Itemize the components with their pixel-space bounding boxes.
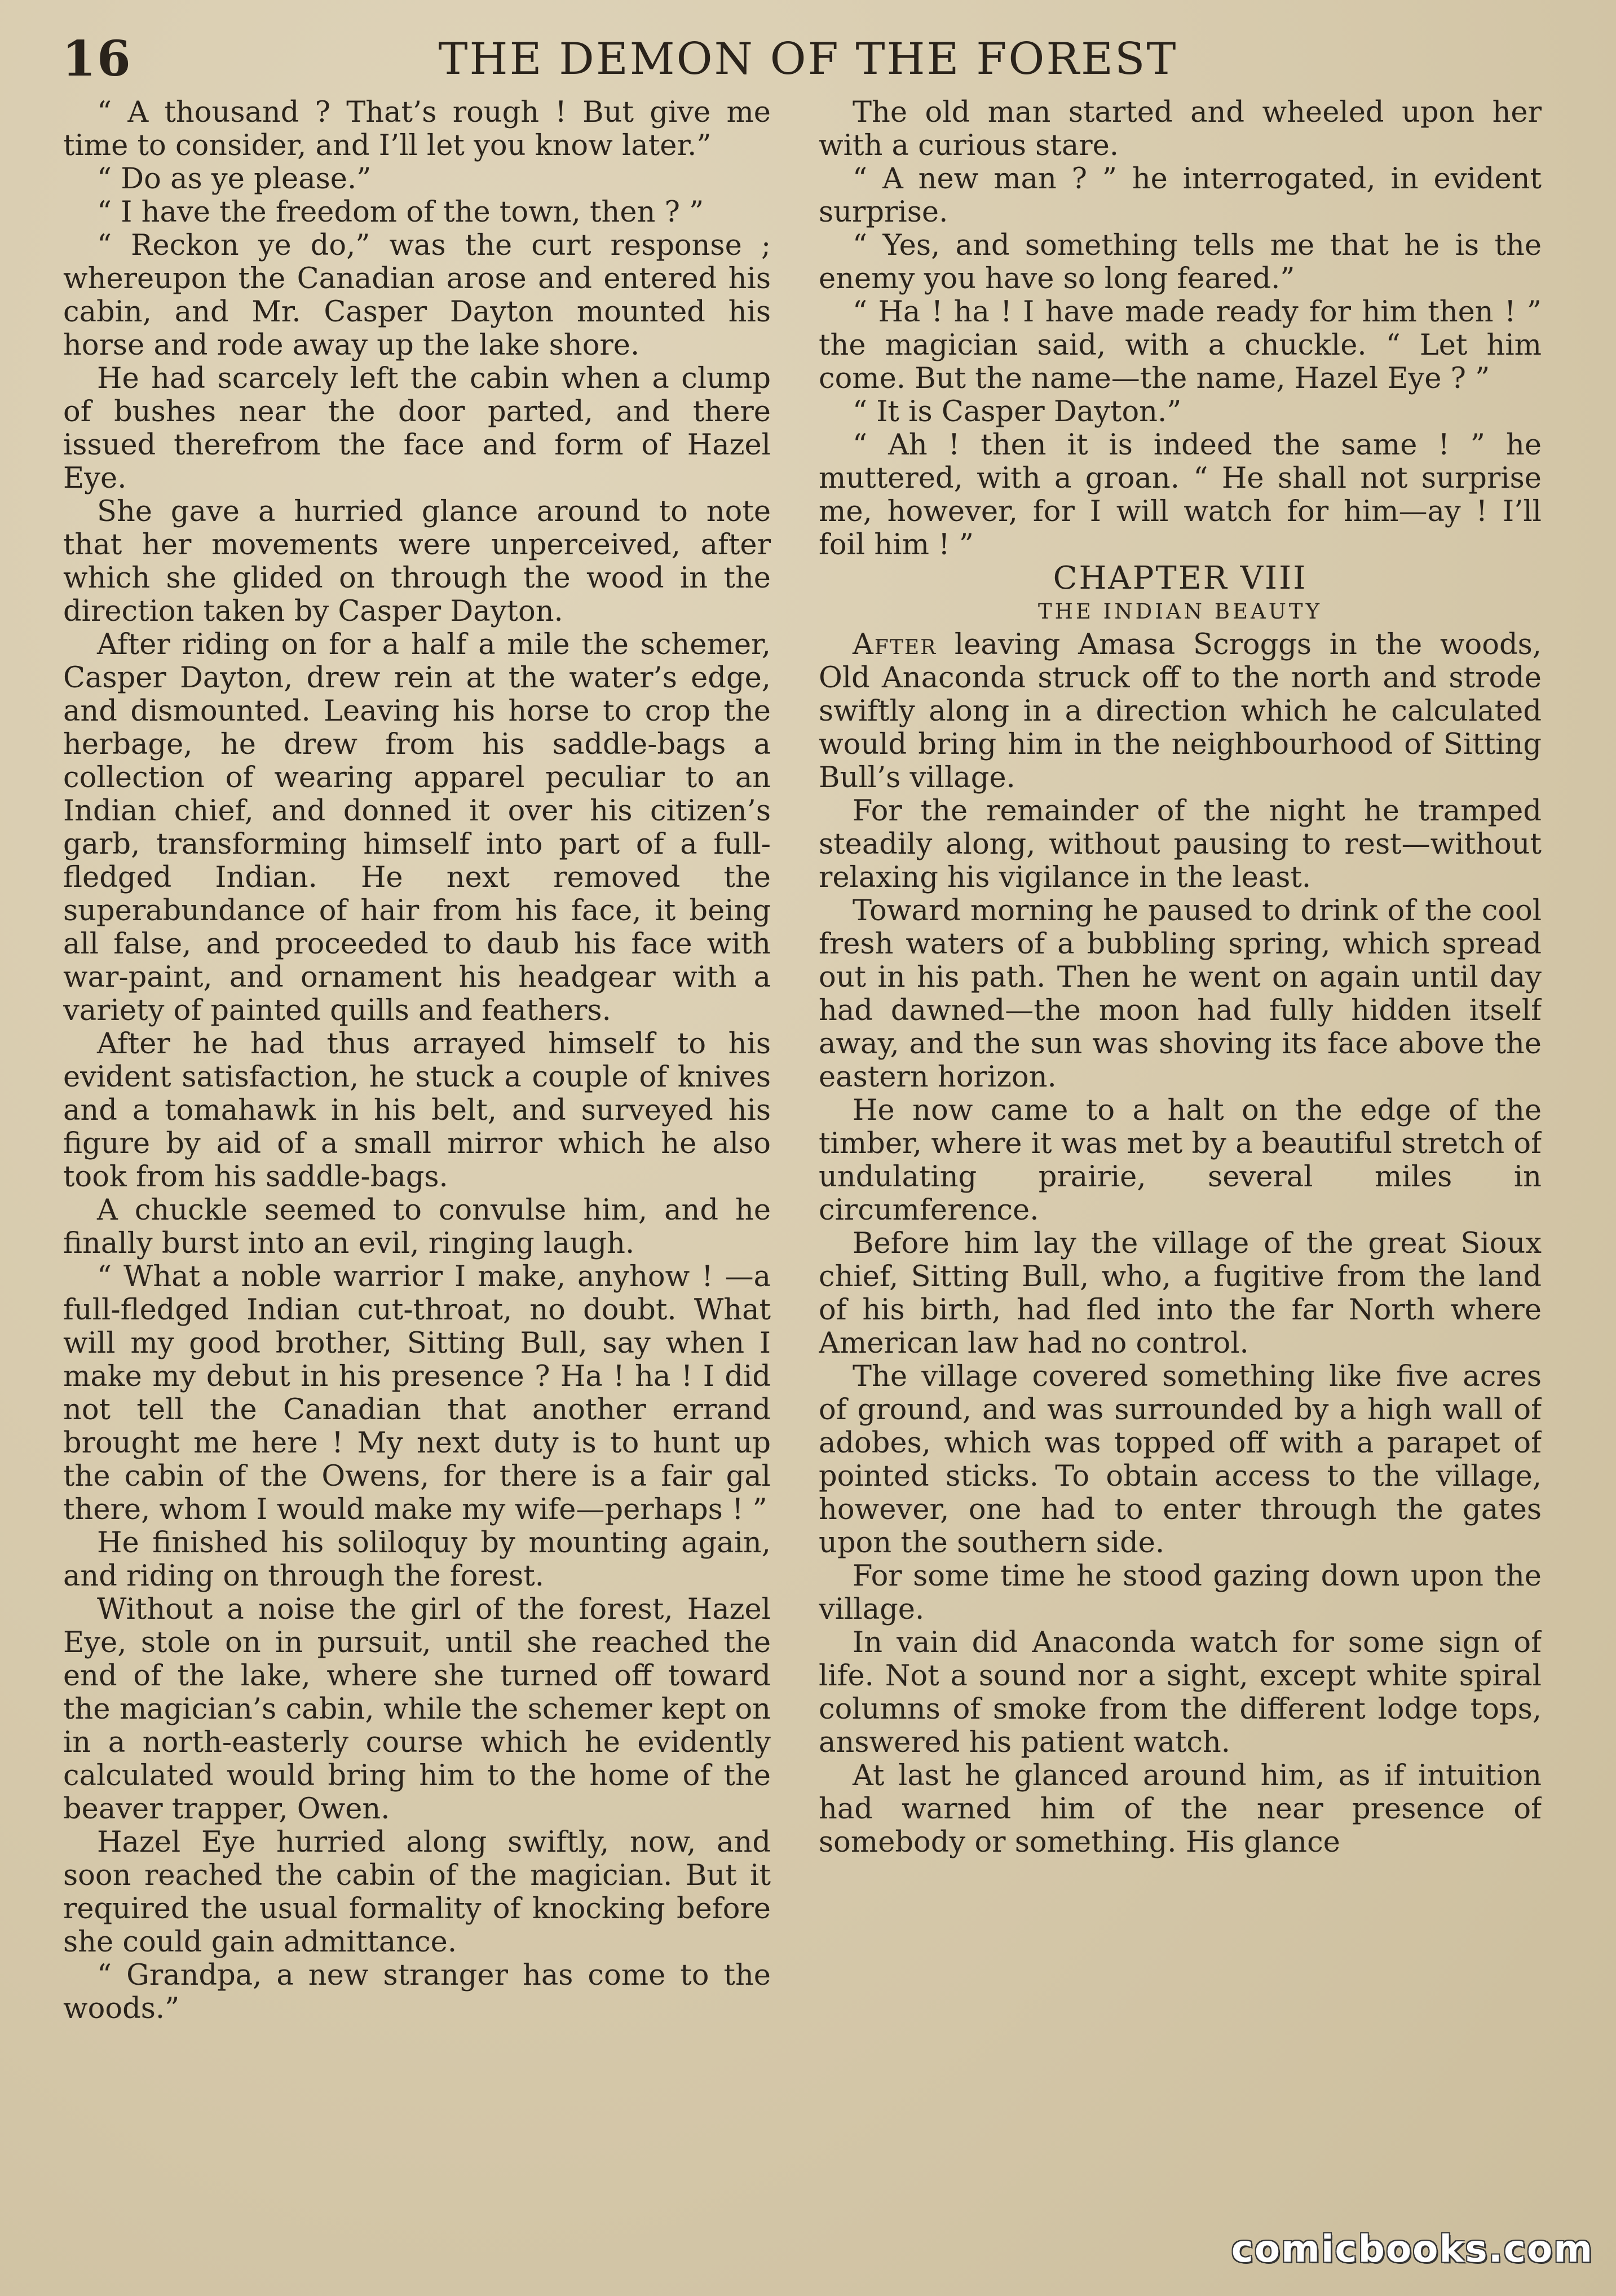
paragraph: Without a noise the girl of the forest, Hazel Eye, stole on in pursuit, until she reached the end of the lake, where she turned off toward the magician’s cabin, while the schemer kept on in a north-easterly course which he evidently calculated would bring him to the home of the beaver trapper, Owen. (63, 1593, 771, 1826)
paragraph: “ Do as ye please.” (97, 162, 372, 196)
paragraph: “ It is Casper Dayton.” (853, 395, 1182, 429)
paragraph: For some time he stood gazing down upon the village. (819, 1560, 1542, 1626)
chapter-title: CHAPTER VIII (1053, 560, 1308, 597)
paragraph: “ Reckon ye do,” was the curt response ; whereupon the Canadian arose and entered his cabin, and Mr. Casper Dayton mounted his horse and rode away up the lake shore. (63, 229, 771, 362)
paragraph: A chuckle seemed to convulse him, and he finally burst into an evil, ringing laugh. (63, 1194, 771, 1260)
paragraph: “ I have the freedom of the town, then ? ” (97, 196, 704, 229)
paragraph: Hazel Eye hurried along swiftly, now, and soon reached the cabin of the magician. But it required the usual formality of knocking before she could gain admittance. (63, 1826, 771, 1959)
paragraph: “ Ah ! then it is indeed the same ! ” he muttered, with a groan. “ He shall not surprise me, however, for I will watch for him—ay ! I’ll foil him ! ” (819, 429, 1542, 562)
paragraph: “ A new man ? ” he interrogated, in evident surprise. (819, 162, 1542, 229)
paragraph: “ Yes, and something tells me that he is the enemy you have so long feared.” (819, 229, 1542, 295)
page-number: 16 (62, 30, 132, 87)
paragraph: “ A thousand ? That’s rough ! But give me time to consider, and I’ll let you know later.” (63, 96, 771, 162)
paragraph: In vain did Anaconda watch for some sign of life. Not a sound nor a sight, except white spiral columns of smoke from the different lodge tops, answered his patient watch. (819, 1626, 1542, 1759)
paragraph: “ What a noble warrior I make, anyhow ! —a full-fledged Indian cut-throat, no doubt. What will my good brother, Sitting Bull, say when I make my debut in his presence ? Ha ! ha ! I did not tell the Canadian that another errand brought me here ! My next duty is to hunt up the cabin of the Owens, for there is a fair gal there, whom I would make my wife—perhaps ! ” (63, 1260, 771, 1526)
page-header (62, 28, 1554, 90)
chapter-first-paragraph-text: leaving Amasa Scroggs in the woods, Old Anaconda struck off to the north and strode swiftly along in a direction which he calculated would bring him in the neighbourhood of Sitting Bull’s village. (819, 628, 1542, 794)
paragraph: He now came to a halt on the edge of the timber, where it was met by a beautiful stretch of undulating prairie, several miles in circumference. (819, 1094, 1542, 1227)
paragraph: The village covered something like five acres of ground, and was surrounded by a high wall of adobes, which was topped off with a parapet of pointed sticks. To obtain access to the village, however, one had to enter through the gates upon the southern side. (819, 1360, 1542, 1560)
right-column (819, 96, 1542, 2216)
site-watermark: comicbooks.com (1231, 2227, 1593, 2271)
running-title: THE DEMON OF THE FOREST (438, 34, 1178, 85)
chapter-subtitle: THE INDIAN BEAUTY (1037, 599, 1323, 624)
paragraph: After riding on for a half a mile the schemer, Casper Dayton, drew rein at the water’s edge, and dismounted. Leaving his horse to crop the herbage, he drew from his saddle-bags a collection of wearing apparel peculiar to an Indian chief, and donned it over his citizen’s garb, transforming himself into part of a full-fledged Indian. He next removed the superabundance of hair from his face, it being all false, and proceeded to daub his face with war-paint, and ornament his headgear with a variety of painted quills and feathers. (63, 628, 771, 1027)
left-column (63, 96, 771, 2216)
paragraph: For the remainder of the night he tramped steadily along, without pausing to rest—without relaxing his vigilance in the least. (819, 794, 1542, 894)
paragraph: He had scarcely left the cabin when a clump of bushes near the door parted, and there issued therefrom the face and form of Hazel Eye. (63, 362, 771, 495)
paragraph: The old man started and wheeled upon her with a curious stare. (819, 96, 1542, 162)
chapter-first-paragraph (819, 628, 1542, 794)
paragraph: She gave a hurried glance around to note that her movements were unperceived, after which she glided on through the wood in the direction taken by Casper Dayton. (63, 495, 771, 628)
paragraph: Before him lay the village of the great Sioux chief, Sitting Bull, who, a fugitive from the land of his birth, had fled into the far North where American law had no control. (819, 1227, 1542, 1360)
paragraph: Toward morning he paused to drink of the cool fresh waters of a bubbling spring, which spread out in his path. Then he went on again until day had dawned—the moon had fully hidden itself away, and the sun was shoving its face above the eastern horizon. (819, 894, 1542, 1094)
paragraph: After he had thus arrayed himself to his evident satisfaction, he stuck a couple of knives and a tomahawk in his belt, and surveyed his figure by aid of a small mirror which he also took from his saddle-bags. (63, 1027, 771, 1194)
paragraph: “ Grandpa, a new stranger has come to the woods.” (63, 1959, 771, 2025)
paragraph: “ Ha ! ha ! I have made ready for him then ! ” the magician said, with a chuckle. “ Let him come. But the name—the name, Hazel Eye ? ” (819, 295, 1542, 395)
chapter-lead-word: After (853, 628, 937, 661)
paragraph: At last he glanced around him, as if intuition had warned him of the near presence of somebody or something. His glance (819, 1759, 1542, 1859)
paragraph: He finished his soliloquy by mounting again, and riding on through the forest. (63, 1526, 771, 1593)
